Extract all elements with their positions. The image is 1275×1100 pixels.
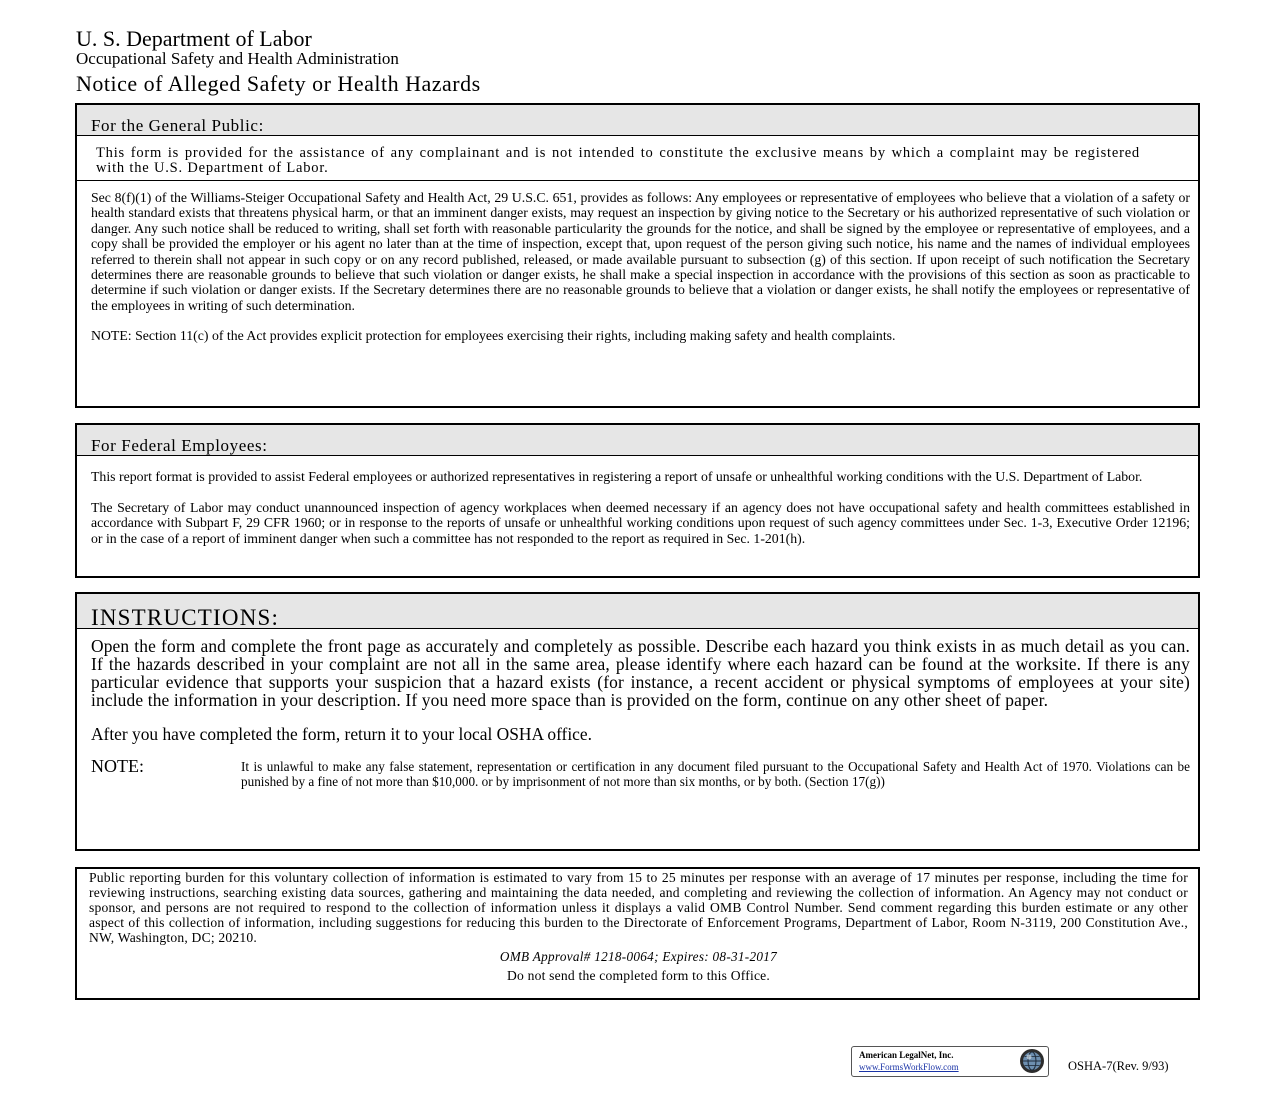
general-public-section <box>75 103 1200 408</box>
general-public-heading: For the General Public: <box>77 105 1198 136</box>
burden-statement-section <box>75 867 1200 1000</box>
publisher-name: American LegalNet, Inc. <box>859 1050 954 1060</box>
instructions-body <box>77 629 1198 789</box>
instructions-paragraph-2: After you have completed the form, return it to your local OSHA office. <box>91 724 592 744</box>
form-number: OSHA-7(Rev. 9/93) <box>1068 1059 1169 1073</box>
note-text: It is unlawful to make any false statement, representation or certification in any document filed pursuant to the Occupational Safety and Health Act of 1970. Violations can be punished by a fine of not more than $10,000. or by imprisonment of not more than six months, or by both. (Section 17(g)) <box>241 759 1190 789</box>
do-not-send-notice: Do not send the completed form to this Office. <box>506 968 771 984</box>
statute-note: NOTE: Section 11(c) of the Act provides explicit protection for employees exercising their rights, including making safety and health complaints. <box>91 328 896 344</box>
instructions-note <box>91 757 1190 789</box>
burden-statement-body <box>77 869 1198 984</box>
general-public-intro <box>77 136 1198 181</box>
administration-name: Occupational Safety and Health Administration <box>76 49 399 68</box>
form-title: Notice of Alleged Safety or Health Hazards <box>76 71 481 96</box>
publisher-link[interactable]: www.FormsWorkFlow.com <box>859 1062 959 1072</box>
statute-paragraph: Sec 8(f)(1) of the Williams-Steiger Occupational Safety and Health Act, 29 U.S.C. 651, provides as follows: Any employees or representative of employees who believe that a violation of a safety or health standard exists that threatens physical harm, or that an imminent danger exists, may request an inspection by giving notice to the Secretary or his authorized representative of such violation or danger. Any such notice shall be reduced to writing, shall set forth with reasonable particularity the grounds for the notice, and shall be signed by the employee or representative of employees, and a copy shall be provided the employer or his agent no later than at the time of inspection, except that, upon request of the person giving such notice, his name and the names of individual employees referred to therein shall not appear in such copy or on any record published, released, or made available pursuant to subsection (g) of this section. If upon receipt of such notification the Secretary determines there are reasonable grounds to believe that such violation or danger exists, he shall make a special inspection in accordance with the provisions of this section as soon as practicable to determine if such violation or danger exists. If the Secretary determines there are no reasonable grounds to believe that a violation or danger exists, he shall notify the employees or representative of the employees in writing of such determination. <box>91 190 1190 313</box>
burden-text: Public reporting burden for this voluntary collection of information is estimated to vary from 15 to 25 minutes per response with an average of 17 minutes per response, including the time for reviewing instructions, searching existing data sources, gathering and maintaining the data needed, and completing and reviewing the collection of information. An Agency may not conduct or sponsor, and persons are not required to respond to the collection of information unless it displays a valid OMB Control Number. Send comment regarding this burden estimate or any other aspect of this collection of information, including suggestions for reducing this burden to the Directorate of Enforcement Programs, Department of Labor, Room N-3119, 200 Constitution Ave., NW, Washington, DC; 20210. <box>89 870 1188 945</box>
publisher-logo <box>851 1046 1049 1077</box>
general-public-intro-text: This form is provided for the assistance of any complainant and is not intended to constitute the exclusive means by which a complaint may be registered with the U.S. Department of Labor. <box>96 145 1140 176</box>
federal-employees-body <box>77 456 1198 546</box>
note-label: NOTE: <box>91 756 144 776</box>
federal-employees-heading: For Federal Employees: <box>77 425 1198 456</box>
instructions-section <box>75 592 1200 851</box>
agency-name: U. S. Department of Labor <box>76 26 312 51</box>
federal-paragraph-1: This report format is provided to assist Federal employees or authorized representatives in registering a report of unsafe or unhealthful working conditions with the U.S. Department of Labor. <box>91 469 1143 484</box>
federal-employees-section <box>75 423 1200 578</box>
globe-icon <box>1019 1048 1045 1074</box>
omb-approval: OMB Approval# 1218-0064; Expires: 08-31-2017 <box>499 948 778 964</box>
federal-paragraph-2: The Secretary of Labor may conduct unannounced inspection of agency workplaces when deemed necessary if an agency does not have occupational safety and health committees established in accordance with Subpart F, 29 CFR 1960; or in response to the reports of unsafe or unhealthful working conditions upon request of such agency committees under Sec. 1-3, Executive Order 12196; or in the case of a report of imminent danger when such a committee has not responded to the report as required in Sec. 1-201(h). <box>91 499 1190 546</box>
general-public-body <box>77 181 1198 344</box>
instructions-paragraph-1: Open the form and complete the front page as accurately and completely as possible. Describe each hazard you think exists in as much detail as you can. If the hazards described in your complaint are not all in the same area, please identify where each hazard can be found at the worksite. If there is any particular evidence that supports your suspicion that a hazard exists (for instance, a recent accident or physical symptoms of employees at your site) include the information in your description. If you need more space than is provided on the form, continue on any other sheet of paper. <box>91 636 1190 710</box>
instructions-heading: INSTRUCTIONS: <box>77 594 1198 629</box>
